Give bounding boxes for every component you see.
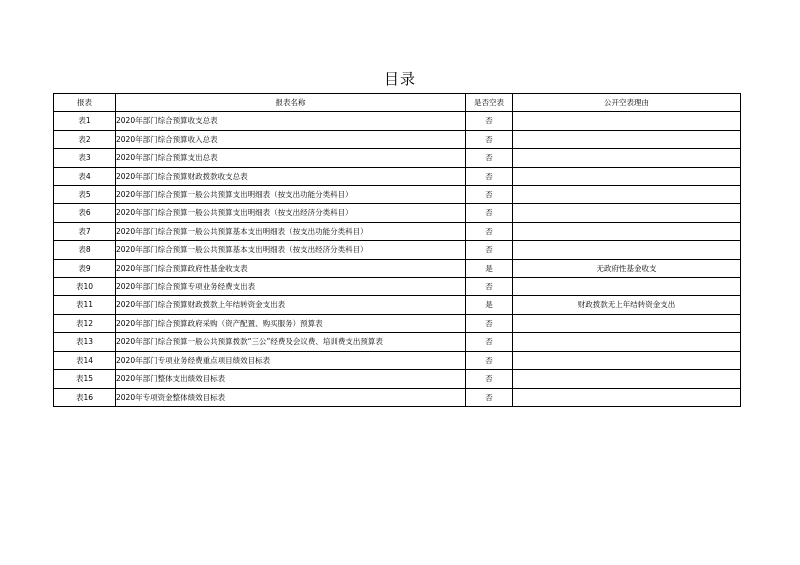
report-no-cell: 表13	[54, 333, 116, 351]
report-no-cell: 表11	[54, 296, 116, 314]
report-no-cell: 表4	[54, 167, 116, 185]
is-empty-cell: 否	[466, 204, 513, 222]
report-name-cell: 2020年部门综合预算收入总表	[116, 130, 466, 148]
empty-reason-cell: 无政府性基金收支	[513, 259, 741, 277]
table-row	[54, 222, 741, 240]
report-name-cell: 2020年部门综合预算一般公共预算基本支出明细表（按支出功能分类科目）	[116, 222, 466, 240]
empty-reason-cell	[513, 351, 741, 369]
table-header-row	[54, 94, 741, 112]
empty-reason-cell	[513, 222, 741, 240]
table-body	[54, 112, 741, 407]
table-row	[54, 278, 741, 296]
is-empty-cell: 否	[466, 241, 513, 259]
is-empty-cell: 是	[466, 259, 513, 277]
report-no-cell: 表2	[54, 130, 116, 148]
is-empty-cell: 否	[466, 130, 513, 148]
table-row	[54, 149, 741, 167]
report-no-cell: 表16	[54, 388, 116, 406]
is-empty-cell: 否	[466, 186, 513, 204]
header-report-name: 报表名称	[116, 94, 466, 112]
empty-reason-cell	[513, 204, 741, 222]
report-no-cell: 表14	[54, 351, 116, 369]
is-empty-cell: 否	[466, 222, 513, 240]
empty-reason-cell: 财政拨款无上年结转资金支出	[513, 296, 741, 314]
table-row	[54, 241, 741, 259]
report-no-cell: 表12	[54, 314, 116, 332]
report-no-cell: 表6	[54, 204, 116, 222]
table-row	[54, 167, 741, 185]
empty-reason-cell	[513, 314, 741, 332]
is-empty-cell: 否	[466, 149, 513, 167]
empty-reason-cell	[513, 370, 741, 388]
report-catalog-table	[53, 93, 741, 407]
page-title: 目录	[383, 70, 416, 88]
report-no-cell: 表8	[54, 241, 116, 259]
report-name-cell: 2020年部门综合预算支出总表	[116, 149, 466, 167]
report-name-cell: 2020年部门专项业务经费重点项目绩效目标表	[116, 351, 466, 369]
is-empty-cell: 否	[466, 167, 513, 185]
report-name-cell: 2020年部门综合预算一般公共预算支出明细表（按支出功能分类科目）	[116, 186, 466, 204]
table-row	[54, 112, 741, 130]
report-name-cell: 2020年部门综合预算收支总表	[116, 112, 466, 130]
table-row	[54, 370, 741, 388]
table-row	[54, 296, 741, 314]
report-no-cell: 表7	[54, 222, 116, 240]
is-empty-cell: 否	[466, 314, 513, 332]
report-no-cell: 表9	[54, 259, 116, 277]
report-name-cell: 2020年部门综合预算专项业务经费支出表	[116, 278, 466, 296]
empty-reason-cell	[513, 333, 741, 351]
header-report-no: 报表	[54, 94, 116, 112]
table-row	[54, 314, 741, 332]
table-row	[54, 259, 741, 277]
report-no-cell: 表3	[54, 149, 116, 167]
report-name-cell: 2020年部门综合预算财政拨款上年结转资金支出表	[116, 296, 466, 314]
report-name-cell: 2020年部门综合预算政府采购（资产配置、购买服务）预算表	[116, 314, 466, 332]
is-empty-cell: 否	[466, 333, 513, 351]
is-empty-cell: 否	[466, 388, 513, 406]
empty-reason-cell	[513, 278, 741, 296]
empty-reason-cell	[513, 241, 741, 259]
empty-reason-cell	[513, 186, 741, 204]
report-name-cell: 2020年部门综合预算财政拨款收支总表	[116, 167, 466, 185]
report-name-cell: 2020年部门综合预算一般公共预算基本支出明细表（按支出经济分类科目）	[116, 241, 466, 259]
report-name-cell: 2020年部门综合预算一般公共预算支出明细表（按支出经济分类科目）	[116, 204, 466, 222]
report-name-cell: 2020年部门综合预算政府性基金收支表	[116, 259, 466, 277]
empty-reason-cell	[513, 149, 741, 167]
header-is-empty: 是否空表	[466, 94, 513, 112]
report-no-cell: 表5	[54, 186, 116, 204]
is-empty-cell: 是	[466, 296, 513, 314]
table-row	[54, 351, 741, 369]
table-row	[54, 333, 741, 351]
empty-reason-cell	[513, 167, 741, 185]
table-row	[54, 186, 741, 204]
report-no-cell: 表10	[54, 278, 116, 296]
report-no-cell: 表1	[54, 112, 116, 130]
report-no-cell: 表15	[54, 370, 116, 388]
is-empty-cell: 否	[466, 370, 513, 388]
table-row	[54, 388, 741, 406]
empty-reason-cell	[513, 112, 741, 130]
empty-reason-cell	[513, 130, 741, 148]
report-name-cell: 2020年部门整体支出绩效目标表	[116, 370, 466, 388]
table-row	[54, 130, 741, 148]
is-empty-cell: 否	[466, 278, 513, 296]
is-empty-cell: 否	[466, 112, 513, 130]
report-name-cell: 2020年部门综合预算一般公共预算拨款“三公”经费及会议费、培训费支出预算表	[116, 333, 466, 351]
is-empty-cell: 否	[466, 351, 513, 369]
report-name-cell: 2020年专项资金整体绩效目标表	[116, 388, 466, 406]
header-empty-reason: 公开空表理由	[513, 94, 741, 112]
table-row	[54, 204, 741, 222]
empty-reason-cell	[513, 388, 741, 406]
